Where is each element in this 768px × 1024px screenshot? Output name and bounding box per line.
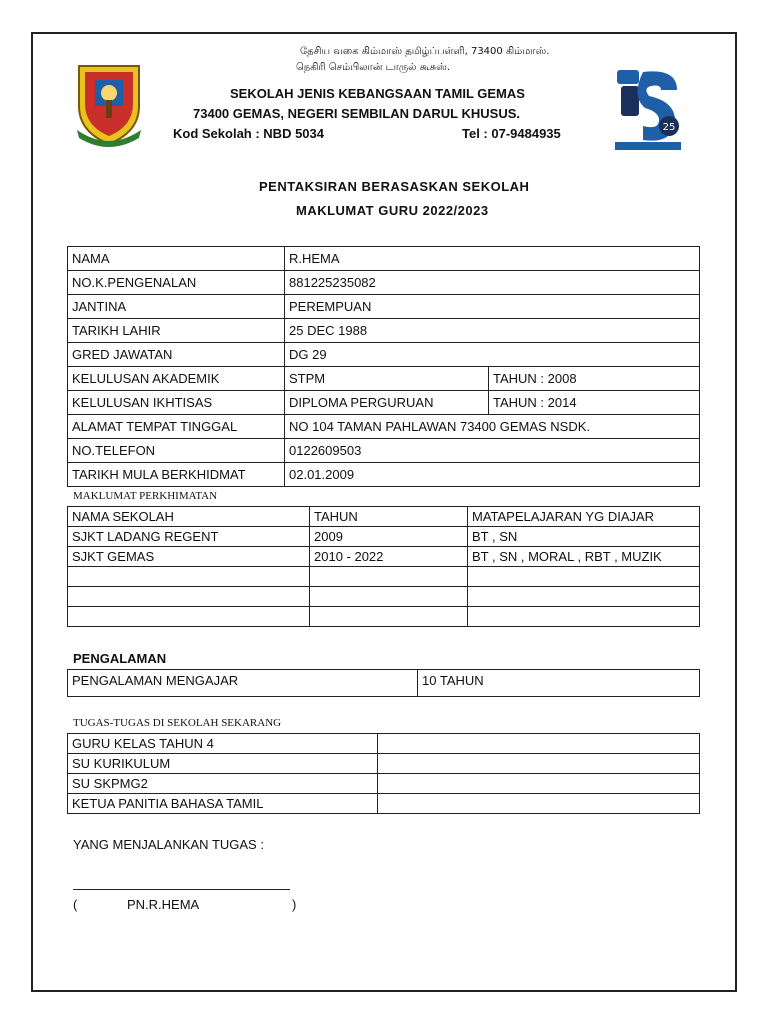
info-value: 0122609503 [285,439,700,463]
info-year: TAHUN : 2014 [489,391,700,415]
table-row [68,415,700,439]
school-address: 73400 GEMAS, NEGERI SEMBILAN DARUL KHUSUS. [193,106,520,121]
table-row [68,527,700,547]
table-cell: 2010 - 2022 [310,547,468,567]
tamil-header-line1: தேசிய வகை கிம்மாஸ் தமிழ்ப்பள்ளி, 73400 கிம்மாஸ். [300,46,550,57]
duty-note [378,774,700,794]
info-value: NO 104 TAMAN PAHLAWAN 73400 GEMAS NSDK. [285,415,700,439]
info-value: PEREMPUAN [285,295,700,319]
duty-note [378,734,700,754]
table-cell: SJKT LADANG REGENT [68,527,310,547]
info-value: DG 29 [285,343,700,367]
experience-table [67,669,700,697]
experience-label: PENGALAMAN MENGAJAR [68,670,418,697]
table-row [68,463,700,487]
school-name: SEKOLAH JENIS KEBANGSAAN TAMIL GEMAS [230,86,525,101]
table-cell [68,567,310,587]
anniversary-number: 25 [662,122,676,133]
table-row [68,607,700,627]
document-title: PENTAKSIRAN BERASASKAN SEKOLAH [259,179,530,194]
info-label: TARIKH LAHIR [68,319,285,343]
signature-close-paren: ) [292,897,297,912]
info-label: NAMA [68,247,285,271]
info-value: 02.01.2009 [285,463,700,487]
info-label: GRED JAWATAN [68,343,285,367]
table-row [68,295,700,319]
info-value: 25 DEC 1988 [285,319,700,343]
duties-caption: TUGAS-TUGAS DI SEKOLAH SEKARANG [73,717,282,729]
table-cell: BT , SN [468,527,700,547]
info-label: NO.K.PENGENALAN [68,271,285,295]
info-label: ALAMAT TEMPAT TINGGAL [68,415,285,439]
table-row [68,247,700,271]
info-label: KELULUSAN AKADEMIK [68,367,285,391]
table-row [68,587,700,607]
experience-value: 10 TAHUN [418,670,700,697]
info-label: KELULUSAN IKHTISAS [68,391,285,415]
table-row [68,319,700,343]
table-row [68,567,700,587]
table-row [68,794,700,814]
signature-open-paren: ( [73,897,78,912]
table-row [68,343,700,367]
info-value: DIPLOMA PERGURUAN [285,391,489,415]
duties-table [67,733,700,814]
tamil-header-line2: நெகிரி செம்பிலான் டாருல் கூசுஸ். [296,62,451,73]
table-row [68,754,700,774]
table-cell: 2009 [310,527,468,547]
table-row [68,439,700,463]
duty-note [378,794,700,814]
duty-item: GURU KELAS TAHUN 4 [68,734,378,754]
info-year: TAHUN : 2008 [489,367,700,391]
document-subtitle: MAKLUMAT GURU 2022/2023 [296,203,489,218]
signature-line [73,889,290,890]
duty-item: SU SKPMG2 [68,774,378,794]
school-code: Kod Sekolah : NBD 5034 [173,126,324,141]
table-cell [68,607,310,627]
column-header: NAMA SEKOLAH [68,507,310,527]
service-caption: MAKLUMAT PERKHIMATAN [73,490,218,502]
info-value: STPM [285,367,489,391]
table-cell [310,567,468,587]
info-value: R.HEMA [285,247,700,271]
school-tel: Tel : 07-9484935 [462,126,561,141]
table-cell [468,567,700,587]
table-row [68,391,700,415]
duty-note [378,754,700,774]
table-row [68,367,700,391]
info-value: 881225235082 [285,271,700,295]
table-cell [468,607,700,627]
info-label: JANTINA [68,295,285,319]
table-cell: BT , SN , MORAL , RBT , MUZIK [468,547,700,567]
school-crest-logo [73,60,145,148]
duty-item: KETUA PANITIA BAHASA TAMIL [68,794,378,814]
info-label: NO.TELEFON [68,439,285,463]
service-table [67,506,700,627]
experience-heading: PENGALAMAN [73,651,167,666]
table-row [68,734,700,754]
column-header: TAHUN [310,507,468,527]
column-header: MATAPELAJARAN YG DIAJAR [468,507,700,527]
table-cell [310,607,468,627]
table-cell: SJKT GEMAS [68,547,310,567]
table-cell [68,587,310,607]
table-cell [468,587,700,607]
table-row [68,547,700,567]
info-label: TARIKH MULA BERKHIDMAT [68,463,285,487]
duty-item: SU KURIKULUM [68,754,378,774]
table-cell [310,587,468,607]
table-header-row [68,507,700,527]
table-row [68,271,700,295]
signature-label: YANG MENJALANKAN TUGAS : [73,837,264,852]
anniversary-logo [613,66,683,152]
table-row [68,774,700,794]
signature-name: PN.R.HEMA [127,897,200,912]
table-row [68,670,700,697]
teacher-info-table [67,246,700,487]
